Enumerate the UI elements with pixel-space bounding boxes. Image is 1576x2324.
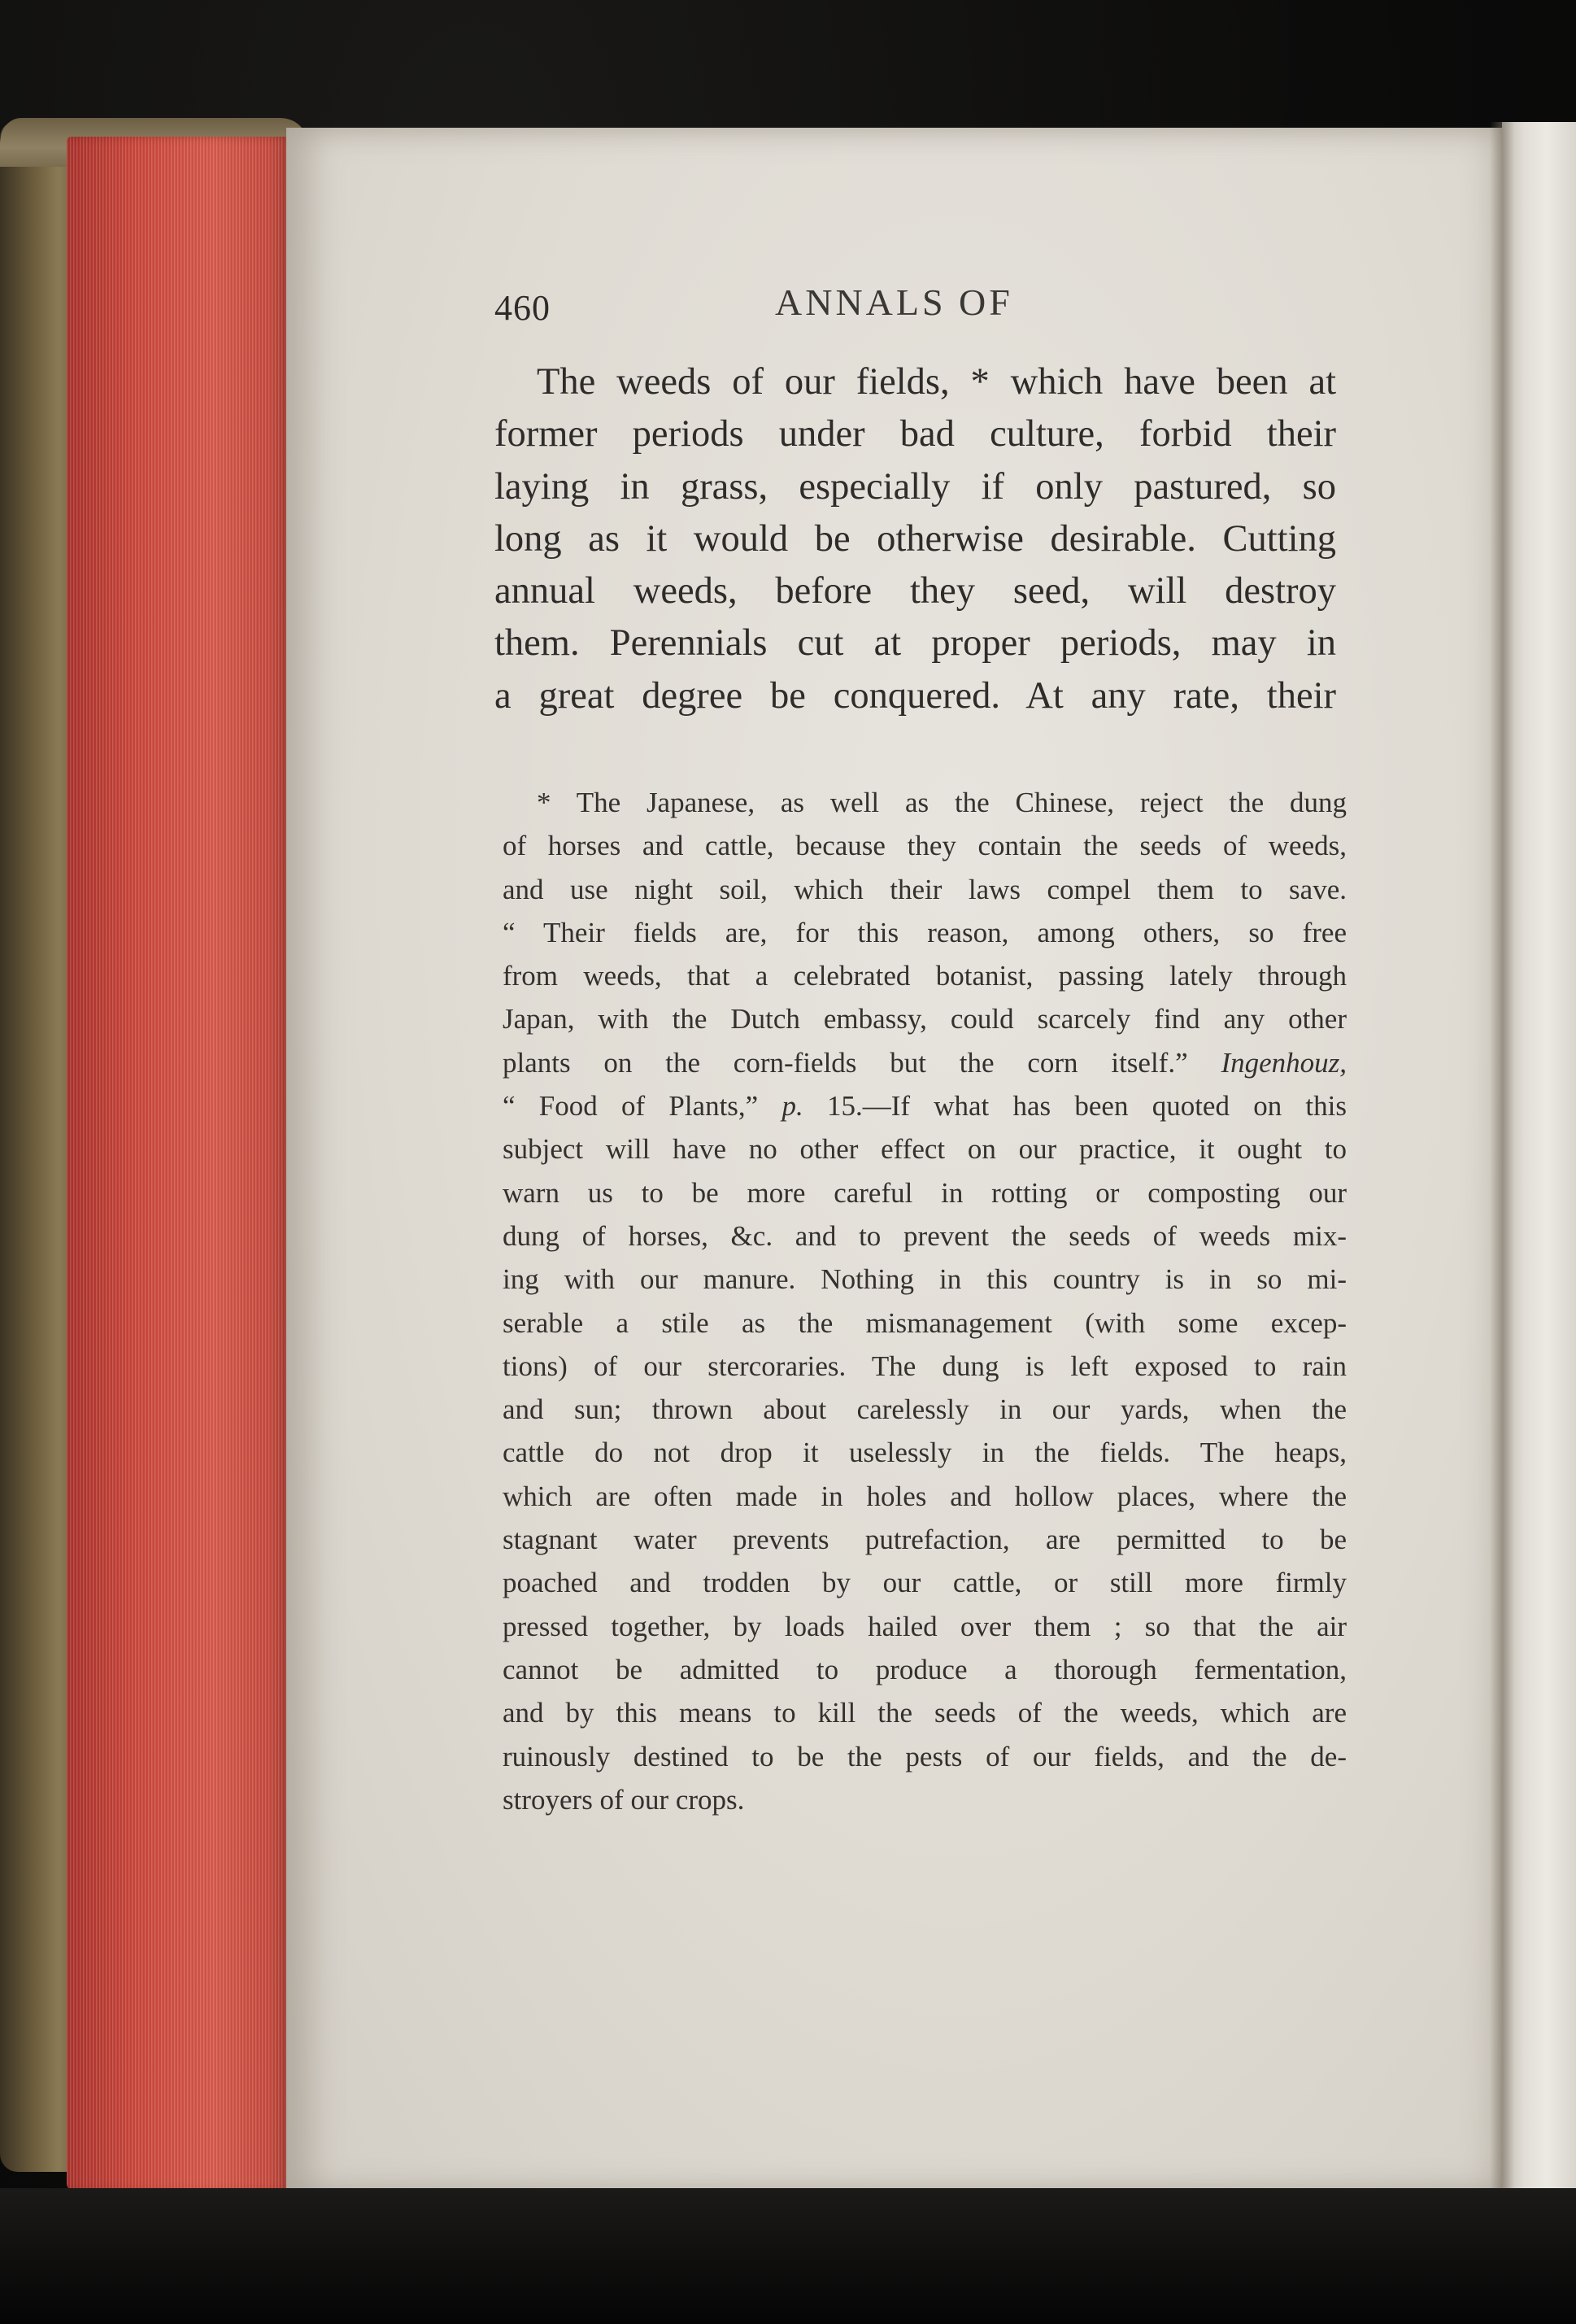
page-gutter [1490, 122, 1514, 2204]
footnote-line: serable a stile as the mismanagement (with some excep- [503, 1306, 1347, 1339]
italic-text: p. [781, 1090, 803, 1123]
footnote-line: pressed together, by loads hailed over them ; so that the air [503, 1610, 1347, 1642]
body-line: The weeds of our fields, * which have been at [537, 361, 1336, 403]
footnote-line: cattle do not drop it uselessly in the fields. The heaps, [503, 1437, 1347, 1469]
footnote-line: “ Their fields are, for this reason, among others, so free [503, 916, 1347, 948]
footnote-line: ing with our manure. Nothing in this country is in so mi- [503, 1263, 1347, 1296]
body-line: annual weeds, before they seed, will destroy [494, 570, 1336, 613]
footnote-line: tions) of our stercoraries. The dung is left exposed to rain [503, 1349, 1347, 1382]
footnote-line: “ Food of Plants,” p. 15.—If what has been quoted on this [503, 1090, 1347, 1123]
footnote-line: poached and trodden by our cattle, or still more firmly [503, 1567, 1347, 1599]
footnote-line: dung of horses, &c. and to prevent the seeds of weeds mix- [503, 1219, 1347, 1252]
running-title: ANNALS OF [775, 281, 1013, 323]
running-head [494, 281, 1356, 338]
footnote-line: stroyers of our crops. [503, 1783, 745, 1816]
body-line: former periods under bad culture, forbid their [494, 413, 1336, 456]
footnote-line: of horses and cattle, because they contain the seeds of weeds, [503, 830, 1347, 862]
footnote-line: Japan, with the Dutch embassy, could scarcely find any other [503, 1003, 1347, 1036]
footnote-line: ruinously destined to be the pests of our fields, and the de- [503, 1740, 1347, 1772]
footnote-line: plants on the corn-fields but the corn itself.” Ingenhouz, [503, 1046, 1347, 1079]
body-line: them. Perennials cut at proper periods, may in [494, 622, 1336, 665]
footnote [503, 781, 1347, 1821]
footnote-line: stagnant water prevents putrefaction, are permitted to be [503, 1524, 1347, 1556]
footnote-line: warn us to be more careful in rotting or composting our [503, 1176, 1347, 1209]
footnote-line: and by this means to kill the seeds of the weeds, which are [503, 1697, 1347, 1729]
red-page-edges [67, 137, 293, 2191]
footnote-line: from weeds, that a celebrated botanist, passing lately through [503, 960, 1347, 992]
body-line: laying in grass, especially if only pastured, so [494, 465, 1336, 508]
footnote-line: and sun; thrown about carelessly in our yards, when the [503, 1393, 1347, 1426]
footnote-line: * The Japanese, as well as the Chinese, reject the dung [537, 787, 1347, 818]
page-number: 460 [494, 288, 551, 328]
bottom-shadow [0, 2188, 1576, 2324]
footnote-line: subject will have no other effect on our practice, it ought to [503, 1133, 1347, 1166]
body-line: a great degree be conquered. At any rate, their [494, 674, 1336, 717]
italic-text: Ingenhouz, [1221, 1046, 1347, 1079]
footnote-line: and use night soil, which their laws compel them to save. [503, 873, 1347, 905]
body-paragraph [494, 356, 1336, 722]
footnote-line: which are often made in holes and hollow places, where the [503, 1480, 1347, 1512]
body-line: long as it would be otherwise desirable. Cutting [494, 517, 1336, 560]
footnote-line: cannot be admitted to produce a thorough fermentation, [503, 1653, 1347, 1685]
